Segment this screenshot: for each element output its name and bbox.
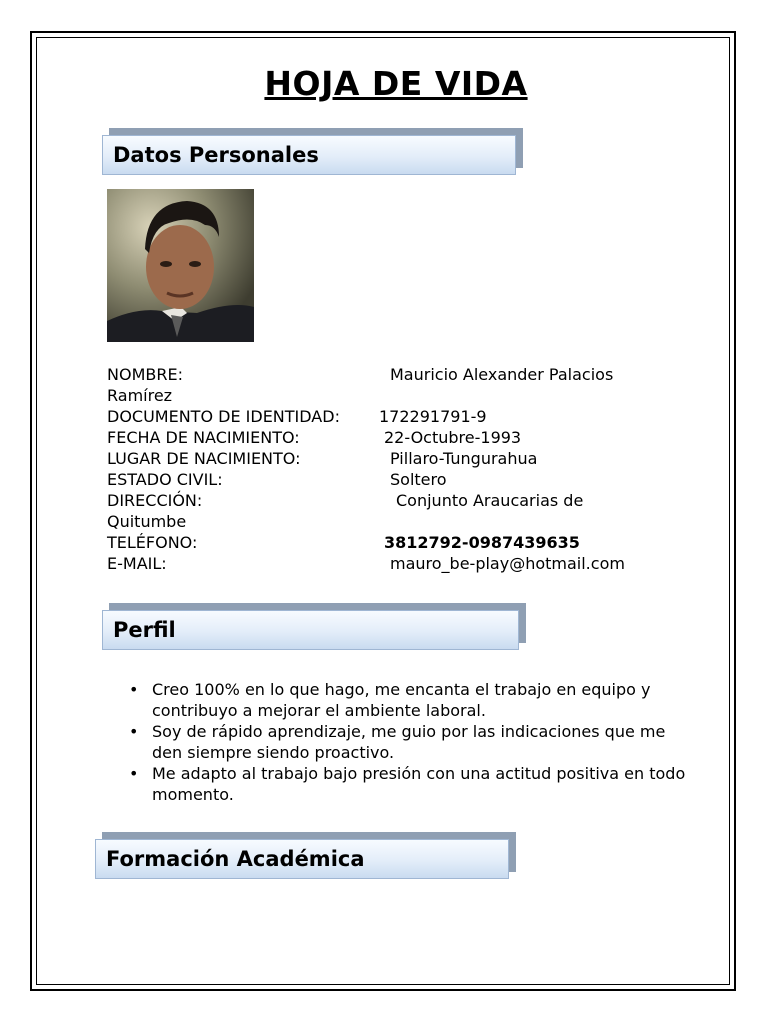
email-value: mauro_be-play@hotmail.com [390, 554, 625, 573]
section-header-education [95, 839, 509, 879]
civil-status-label: ESTADO CIVIL: [107, 470, 223, 489]
name-label: NOMBRE: [107, 365, 183, 384]
address-value: Conjunto Araucarias de [396, 491, 584, 510]
section-header-personal [102, 135, 516, 175]
phone-label: TELÉFONO: [107, 533, 198, 552]
list-item: • Me adapto al trabajo bajo presión con una actitud positiva en todo momento. [129, 763, 699, 805]
birth-date-value: 22-Octubre-1993 [384, 428, 522, 447]
list-item: • Creo 100% en lo que hago, me encanta el trabajo en equipo y contribuyo a mejorar el ambiente laboral. [129, 679, 699, 721]
address-label: DIRECCIÓN: [107, 491, 203, 510]
profile-list [129, 679, 699, 805]
section-title-personal: Datos Personales [102, 135, 516, 175]
address-value-continuation: Quitumbe [107, 512, 187, 531]
profile-photo [107, 189, 254, 342]
phone-value: 3812792-0987439635 [384, 533, 580, 552]
birth-date-label: FECHA DE NACIMIENTO: [107, 428, 300, 447]
list-item: • Soy de rápido aprendizaje, me guio por las indicaciones que me den siempre siendo proactivo. [129, 721, 699, 763]
email-label: E-MAIL: [107, 554, 167, 573]
id-document-value: 172291791-9 [379, 407, 487, 426]
birth-place-label: LUGAR DE NACIMIENTO: [107, 449, 301, 468]
page-title: HOJA DE VIDA [264, 64, 528, 103]
section-title-education: Formación Académica [95, 839, 509, 879]
name-value-continuation: Ramírez [107, 386, 173, 405]
civil-status-value: Soltero [390, 470, 447, 489]
birth-place-value: Pillaro-Tungurahua [390, 449, 538, 468]
section-title-profile: Perfil [102, 610, 519, 650]
section-header-profile [102, 610, 519, 650]
name-value: Mauricio Alexander Palacios [390, 365, 614, 384]
id-document-label: DOCUMENTO DE IDENTIDAD: [107, 407, 340, 426]
